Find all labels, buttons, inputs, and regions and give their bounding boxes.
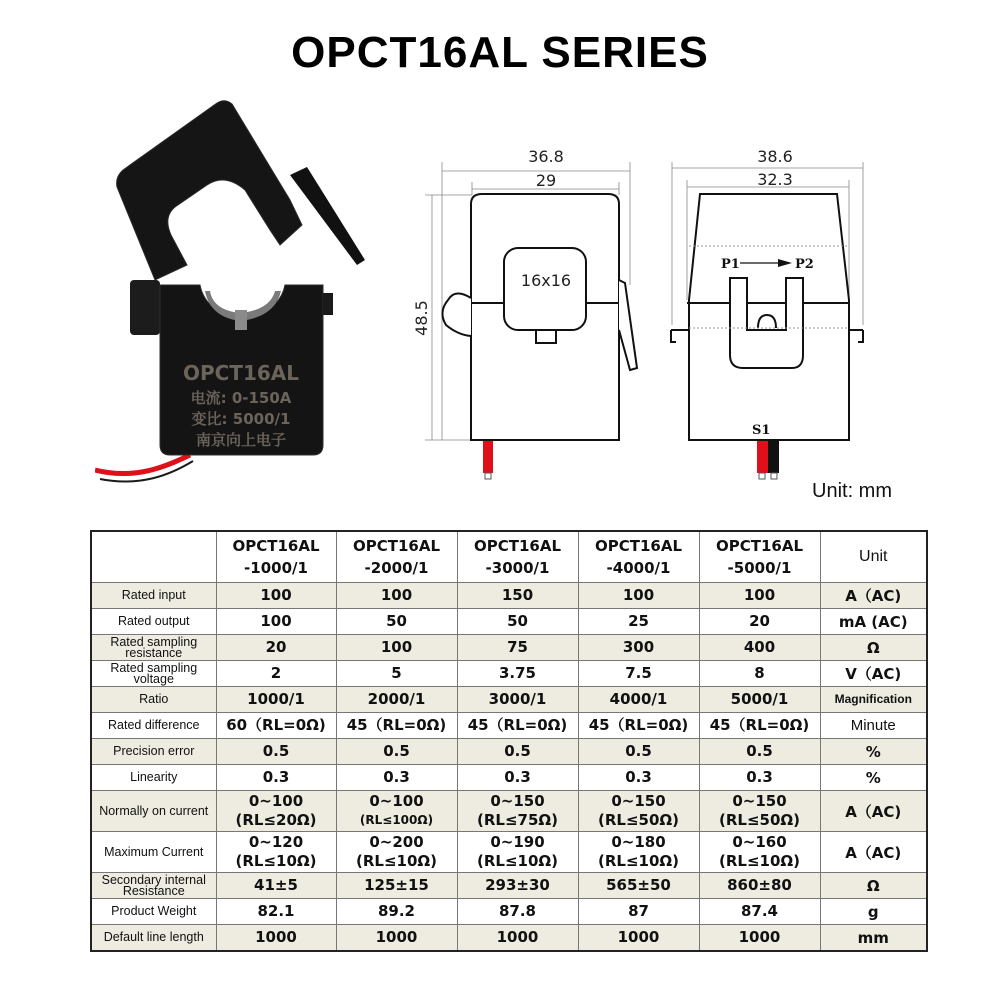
header-model-2: OPCT16AL -2000/1 (336, 531, 457, 583)
header-unit: Unit (820, 531, 927, 583)
row-label: Rated difference (91, 713, 216, 739)
header-model-3: OPCT16AL -3000/1 (457, 531, 578, 583)
row-label: Rated output (91, 609, 216, 635)
row-unit: % (820, 739, 927, 765)
row-label: Product Weight (91, 899, 216, 925)
table-row: Normally on current 0~100 (RL≤20Ω) 0~100 (RL≤100Ω) 0~150 (RL≤75Ω) 0~150 (RL≤50Ω) 0~150 (RL≤50Ω) A（AC) (91, 791, 927, 832)
table-row: Rated sampling resistance 20 100 75 300 400 Ω (91, 635, 927, 661)
row-label: Rated sampling voltage (91, 661, 216, 687)
table-row: Maximum Current 0~120 (RL≤10Ω) 0~200 (RL≤10Ω) 0~190 (RL≤10Ω) 0~180 (RL≤10Ω) 0~160 (RL≤10Ω) A（AC) (91, 832, 927, 873)
spec-table (90, 530, 928, 952)
table-row: Rated difference 60（RL=0Ω) 45（RL=0Ω) 45（RL=0Ω) 45（RL=0Ω) 45（RL=0Ω) Minute (91, 713, 927, 739)
row-label: Default line length (91, 925, 216, 952)
row-unit: g (820, 899, 927, 925)
row-unit: Ω (820, 635, 927, 661)
table-row: Linearity 0.3 0.3 0.3 0.3 0.3 % (91, 765, 927, 791)
table-row: Default line length 1000 1000 1000 1000 1000 mm (91, 925, 927, 952)
dim-side-body-width: 32.3 (757, 170, 793, 189)
table-row: Rated output 100 50 50 25 20 mA (AC) (91, 609, 927, 635)
direction-from-label: P1 (721, 257, 740, 272)
row-unit: Minute (820, 713, 927, 739)
row-label: Maximum Current (91, 832, 216, 873)
header-model-4: OPCT16AL -4000/1 (578, 531, 699, 583)
row-label: Secondary internal Resistance (91, 873, 216, 899)
page-title: OPCT16AL SERIES (291, 28, 709, 77)
dimension-drawing (400, 140, 920, 510)
photo-label-model: OPCT16AL (182, 361, 300, 385)
dim-front-body-width: 29 (535, 171, 557, 190)
header-corner (91, 531, 216, 583)
svg-text:电流: 0-150A: 电流: 0-150A (190, 389, 292, 407)
row-unit: A（AC) (820, 791, 927, 832)
table-row: Product Weight 82.1 89.2 87.8 87 87.4 g (91, 899, 927, 925)
row-unit: Magnification (820, 687, 927, 713)
dim-side-outer-width: 38.6 (757, 147, 793, 166)
unit-note: Unit: mm (812, 480, 892, 502)
table-header-row (91, 531, 927, 583)
row-unit: V（AC) (820, 661, 927, 687)
table-row: Rated sampling voltage 2 5 3.75 7.5 8 V（AC) (91, 661, 927, 687)
row-unit: A（AC) (820, 583, 927, 609)
table-row: Precision error 0.5 0.5 0.5 0.5 0.5 % (91, 739, 927, 765)
table-row: Secondary internal Resistance 41±5 125±15 293±30 565±50 860±80 Ω (91, 873, 927, 899)
row-label: Rated sampling resistance (91, 635, 216, 661)
header-model-5: OPCT16AL -5000/1 (699, 531, 820, 583)
direction-to-label: P2 (795, 257, 814, 272)
dim-window: 16x16 (520, 271, 572, 290)
row-unit: mA (AC) (820, 609, 927, 635)
row-unit: Ω (820, 873, 927, 899)
row-unit: A（AC) (820, 832, 927, 873)
dim-height: 48.5 (412, 300, 431, 336)
terminal-label: S1 (752, 423, 771, 438)
header-model-1: OPCT16AL -1000/1 (216, 531, 336, 583)
row-label: Linearity (91, 765, 216, 791)
svg-text:南京向上电子: 南京向上电子 (195, 431, 287, 449)
row-label: Rated input (91, 583, 216, 609)
row-label: Precision error (91, 739, 216, 765)
row-label: Normally on current (91, 791, 216, 832)
dim-front-outer-width: 36.8 (528, 147, 564, 166)
product-photo (95, 95, 385, 495)
table-row: Rated input 100 100 150 100 100 A（AC) (91, 583, 927, 609)
svg-text:变比: 5000/1: 变比: 5000/1 (191, 410, 291, 428)
row-unit: mm (820, 925, 927, 952)
row-unit: % (820, 765, 927, 791)
row-label: Ratio (91, 687, 216, 713)
table-row: Ratio 1000/1 2000/1 3000/1 4000/1 5000/1 Magnification (91, 687, 927, 713)
